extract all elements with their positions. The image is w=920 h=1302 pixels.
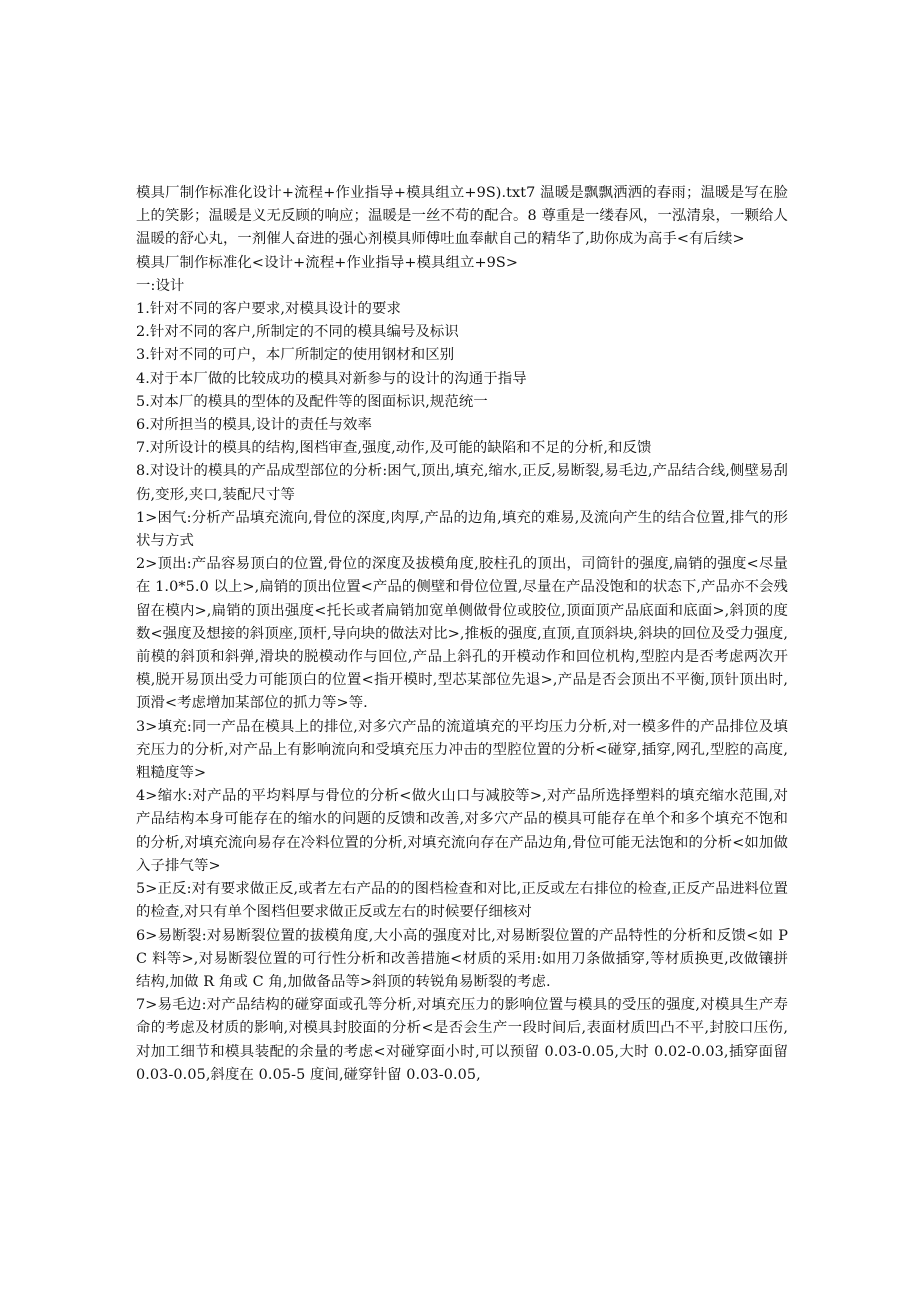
sub-item-fracture: 6>易断裂:对易断裂位置的拔模角度,大小高的强度对比,对易断裂位置的产品特性的分析和反馈<如 PC 料等>,对易断裂位置的可行性分析和改善措施<材质的采用:如用刀条做插穿,等材质换更,改做镶拼结构,加做 R 角或 C 角,加做备品等>斜顶的转锐角易断裂的考虑. (136, 927, 788, 990)
list-item: 8.对设计的模具的产品成型部位的分析:困气,顶出,填充,缩水,正反,易断裂,易毛边,产品结合线,侧壁易刮伤,变形,夹口,装配尺寸等 (136, 463, 788, 503)
sub-item-mirror: 5>正反:对有要求做正反,或者左右产品的的图档检查和对比,正反或左右排位的检查,正反产品进料位置的检查,对只有单个图档但要求做正反或左右的时候要仔细核对 (136, 881, 788, 921)
sub-item-trapped-air: 1>困气:分析产品填充流向,骨位的深度,肉厚,产品的边角,填充的难易,及流向产生的结合位置,排气的形状与方式 (136, 509, 788, 550)
list-item: 3.针对不同的可户，本厂所制定的使用钢材和区别 (136, 347, 455, 364)
document-title: 模具厂制作标准化<设计+流程+作业指导+模具组立+9S> (136, 254, 518, 271)
sub-item-filling: 3>填充:同一产品在模具上的排位,对多穴产品的流道填充的平均压力分析,对一模多件的产品排位及填充压力的分析,对产品上有影响流向和受填充压力冲击的型腔位置的分析<碰穿,插穿,网孔,型腔的高度,粗糙度等> (136, 718, 788, 782)
list-item: 2.针对不同的客户,所制定的不同的模具编号及标识 (136, 324, 459, 341)
intro-paragraph: 模具厂制作标准化设计+流程+作业指导+模具组立+9S).txt7 温暖是飘飘洒洒的春雨；温暖是写在脸上的笑影；温暖是义无反顾的响应；温暖是一丝不苟的配合。8 尊重是一缕春风，一泓清泉，一颗给人温暖的舒心丸，一剂催人奋进的强心剂模具师傅吐血奉献自己的精华了,助你成为高手<有后续> (136, 185, 788, 248)
sub-item-ejection: 2>顶出:产品容易顶白的位置,骨位的深度及拔模角度,胶柱孔的顶出，司筒针的强度,扁销的强度<尽量在 1.0*5.0 以上>,扁销的顶出位置<产品的侧壁和骨位位置,尽量在产品没饱和的状态下,产品亦不会残留在模内>,扁销的顶出强度<托长或者扁销加宽单侧做骨位或胶位,顶面顶产品底面和底面>,斜顶的度数<强度及想接的斜顶座,顶杆,导向块的做法对比>,推板的强度,直顶,直顶斜块,斜块的回位及受力强度,前模的斜顶和斜弹,滑块的脱模动作与回位,产品上斜孔的开模动作和回位机构,型腔内是否考虑两次开模,脱开易顶出受力可能顶白的位置<指开模时,型芯某部位先退>,产品是否会顶出不平衡,顶针顶出时,顶滑<考虑增加某部位的抓力等>等. (136, 556, 789, 712)
section-heading-design: 一:设计 (136, 277, 185, 294)
list-item: 5.对本厂的模具的型体的及配件等的图面标识,规范统一 (136, 393, 488, 410)
list-item: 7.对所设计的模具的结构,图档审查,强度,动作,及可能的缺陷和不足的分析,和反馈 (136, 440, 652, 457)
sub-item-shrinkage: 4>缩水:对产品的平均料厚与骨位的分析<做火山口与减胶等>,对产品所选择塑料的填充缩水范围,对产品结构本身可能存在的缩水的问题的反馈和改善,对多穴产品的模具可能存在单个和多个填充不饱和的分析,对填充流向易存在冷料位置的分析,对填充流向存在产品边角,骨位可能无法饱和的分析<如加做入子排气等> (136, 788, 788, 874)
sub-item-flash: 7>易毛边:对产品结构的碰穿面或孔等分析,对填充压力的影响位置与模具的受压的强度,对模具生产寿命的考虑及材质的影响,对模具封胶面的分析<是否会生产一段时间后,表面材质凹凸不平,封胶口压伤,对加工细节和模具装配的余量的考虑<对碰穿面小时,可以预留 0.03-0.05,大时 0.02-0.03,插穿面留 0.03-0.05,斜度在 0.05-5 度间,碰穿针留 0.03-0.05, (136, 997, 788, 1083)
list-item: 4.对于本厂做的比较成功的模具对新参与的设计的沟通于指导 (136, 370, 527, 387)
list-item: 1.针对不同的客户要求,对模具设计的要求 (136, 301, 401, 318)
document-body (136, 182, 788, 1087)
list-item: 6.对所担当的模具,设计的责任与效率 (136, 417, 372, 434)
